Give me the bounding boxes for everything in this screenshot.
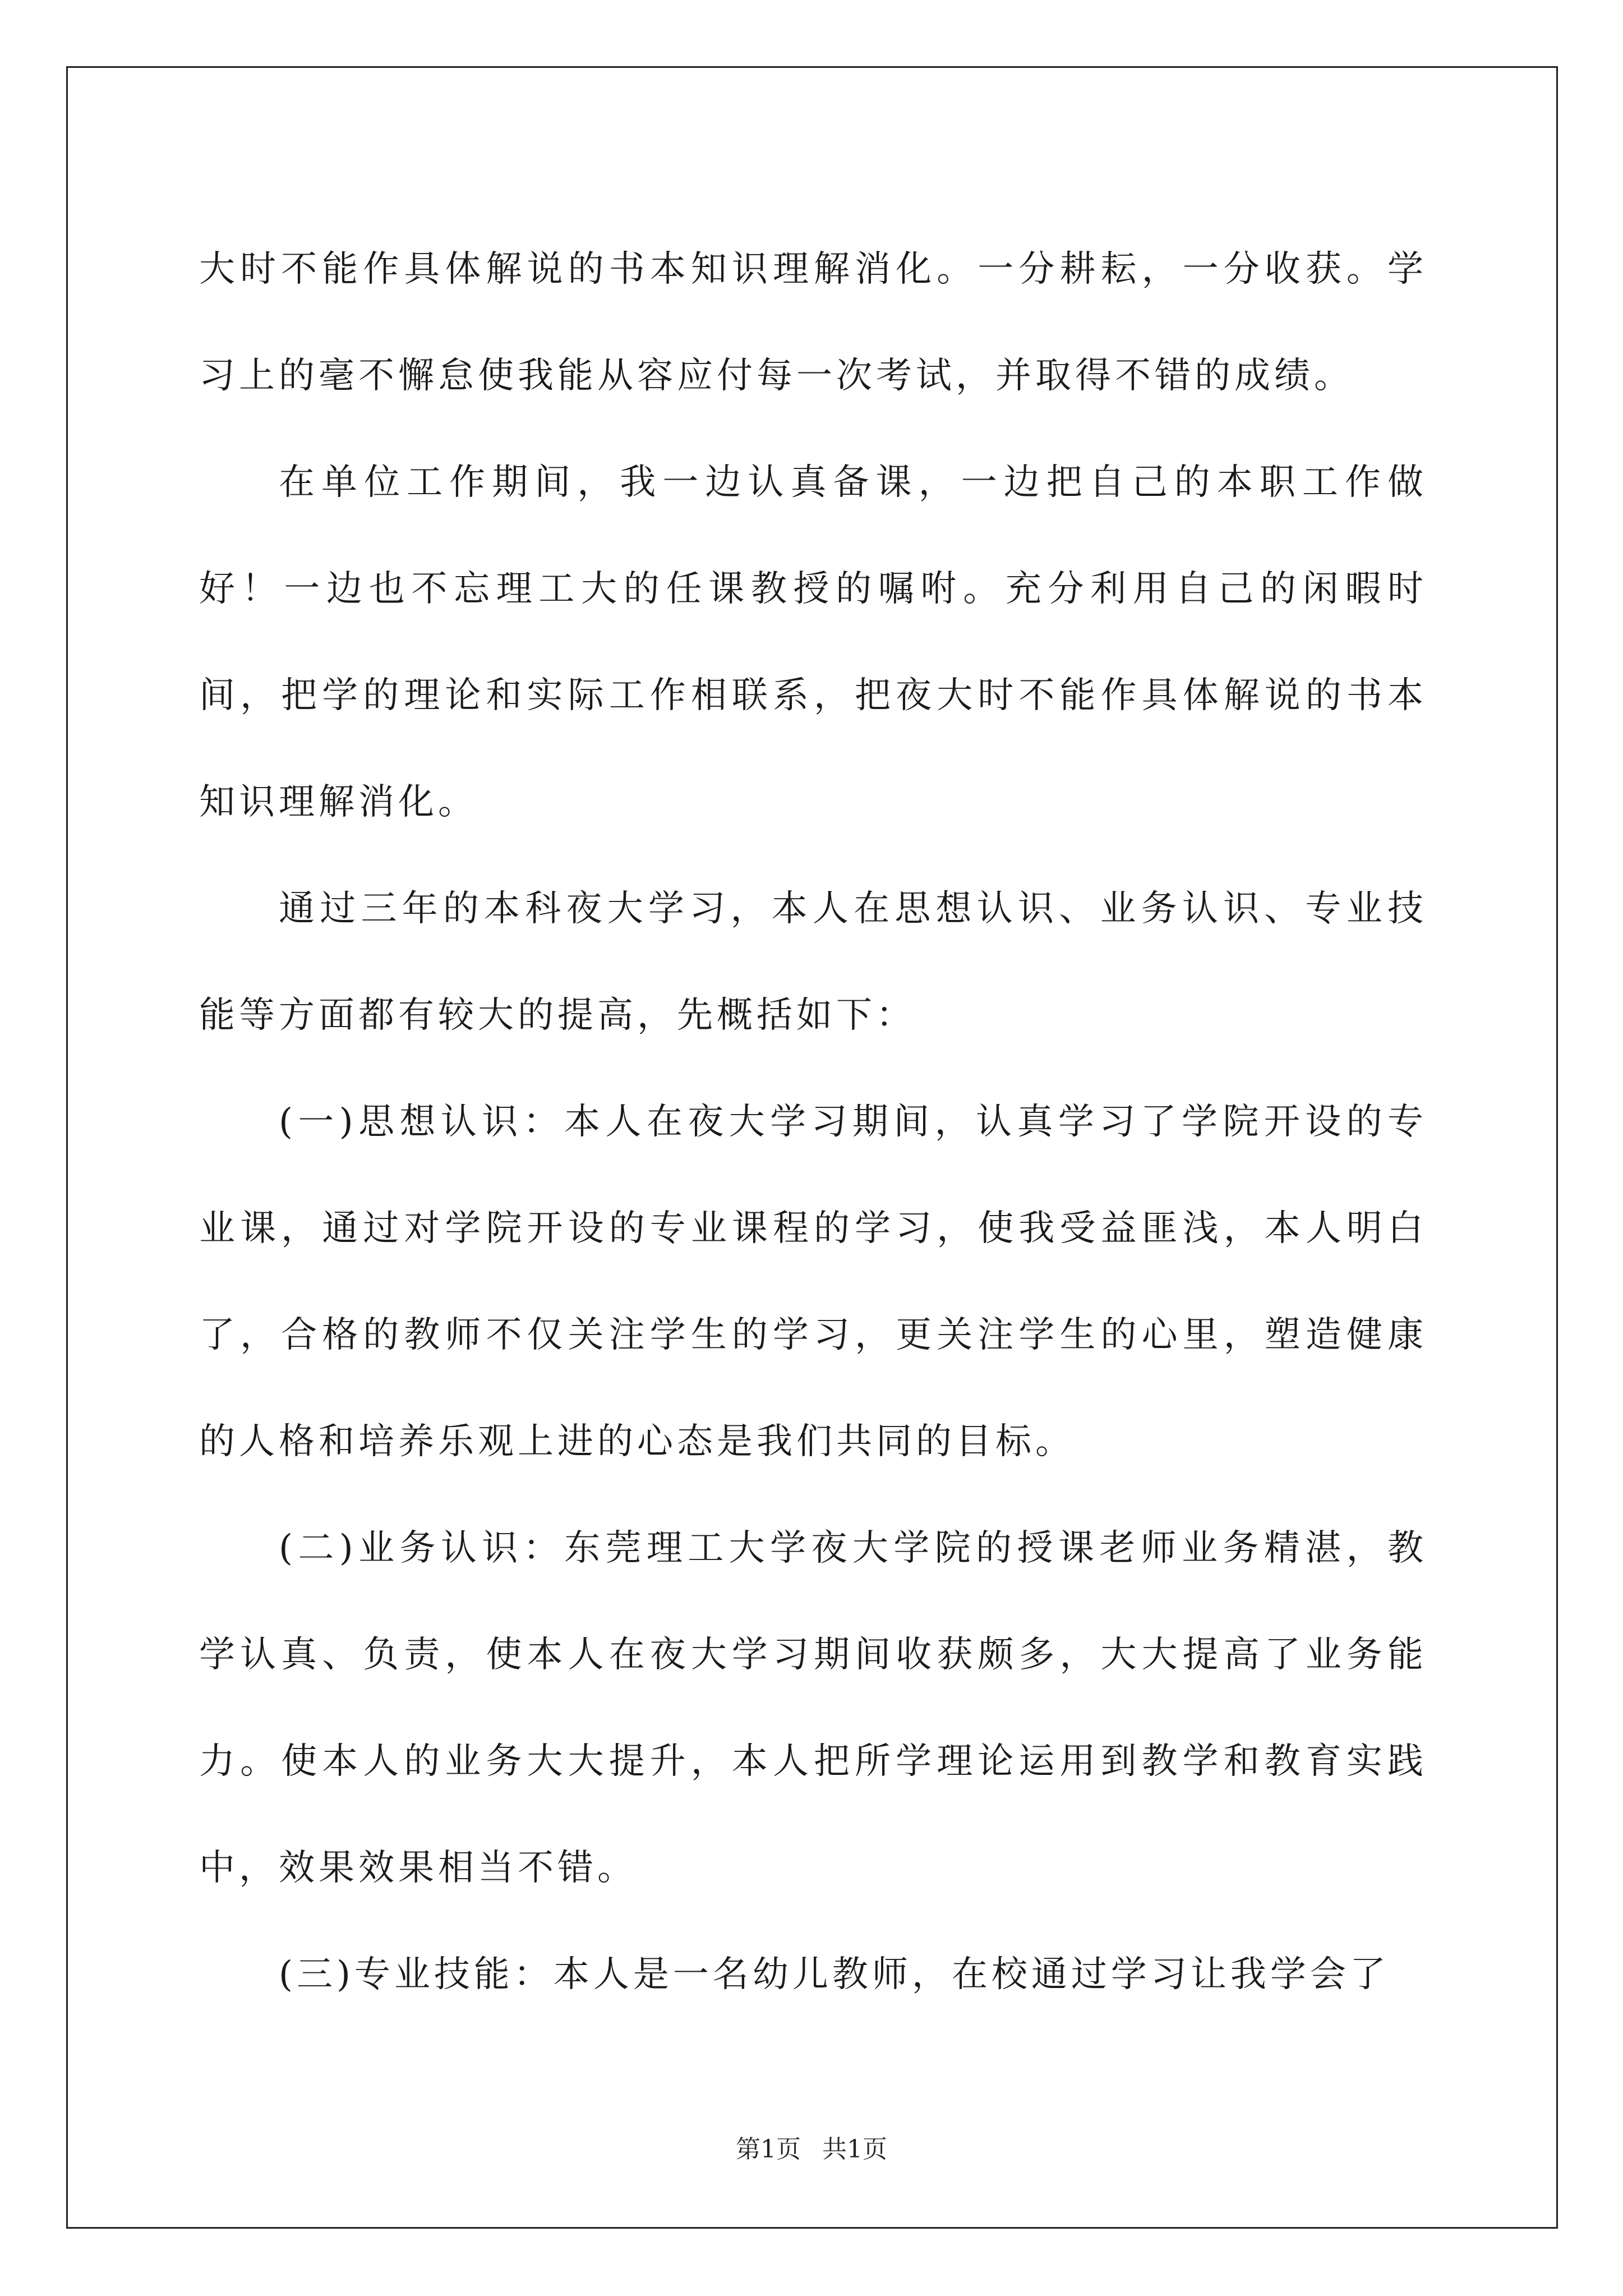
- paragraph-1: 大时不能作具体解说的书本知识理解消化。一分耕耘，一分收获。学习上的毫不懈怠使我能从容应付每一次考试，并取得不错的成绩。: [199, 249, 1427, 397]
- paragraph-2: 在单位工作期间，我一边认真备课，一边把自己的本职工作做好！一边也不忘理工大的任课教授的嘱咐。充分利用自己的闲暇时间，把学的理论和实际工作相联系，把夜大时不能作具体解说的书本知识理解消化。: [199, 462, 1427, 823]
- paragraph-6: (三)专业技能：本人是一名幼儿教师，在校通过学习让我学会了: [279, 1954, 1390, 1995]
- document-body: [199, 216, 1427, 2028]
- page-footer: [0, 2129, 1623, 2165]
- paragraph-3: 通过三年的本科夜大学习，本人在思想认识、业务认识、专业技能等方面都有较大的提高，先概括如下：: [199, 888, 1427, 1036]
- paragraph-5: (二)业务认识：东莞理工大学夜大学院的授课老师业务精湛，教学认真、负责，使本人在夜大学习期间收获颇多，大大提高了业务能力。使本人的业务大大提升，本人把所学理论运用到教学和教育实践中，效果效果相当不错。: [199, 1527, 1427, 1889]
- page-number: 第1页: [736, 2135, 801, 2164]
- page-total: 共1页: [822, 2135, 887, 2164]
- paragraph-4: (一)思想认识：本人在夜大学习期间，认真学习了学院开设的专业课，通过对学院开设的专业课程的学习，使我受益匪浅，本人明白了，合格的教师不仅关注学生的学习，更关注学生的心里，塑造健康的人格和培养乐观上进的心态是我们共同的目标。: [199, 1101, 1427, 1462]
